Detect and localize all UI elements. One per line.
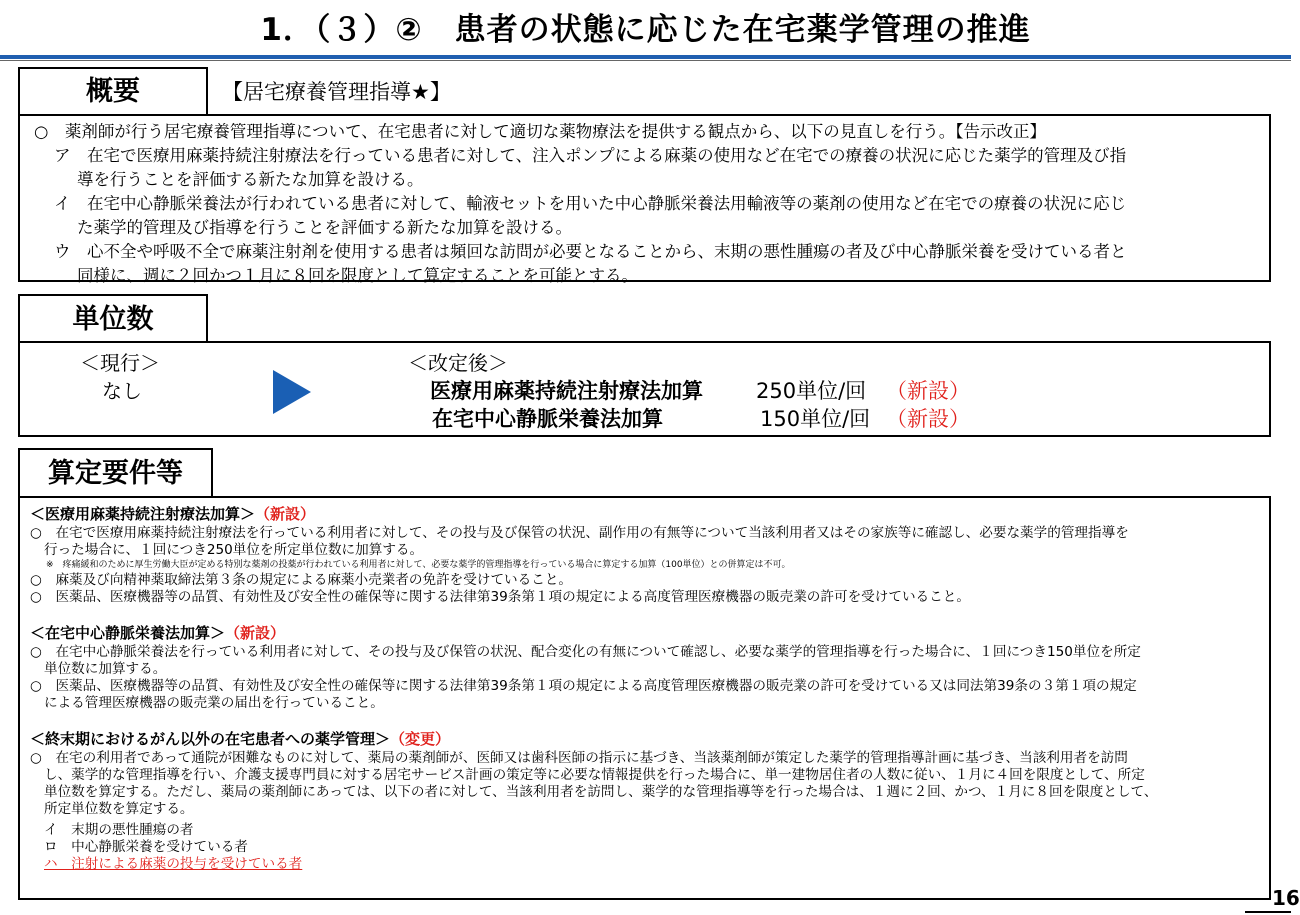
item-points: 150単位/回 <box>760 407 871 431</box>
req-line: し、薬学的な管理指導を行い、介護支援専門員に対する居宅サービス計画の策定等に必要な情報提供を行った場合に、単一建物居住者の人数に従い、１月に４回を限度として、所定 <box>44 767 1145 783</box>
req-line: ○ 在宅中心静脈栄養法を行っている利用者に対して、その投与及び保管の状況、配合変化の有無について確認し、必要な薬学的管理指導を行った場合に、１回につき150単位を所定 <box>30 644 1141 660</box>
req-line: による管理医療機器の販売業の届出を行っていること。 <box>44 695 384 711</box>
req-line: ○ 医薬品、医療機器等の品質、有効性及び安全性の確保等に関する法律第39条第１項の規定による高度管理医療機器の販売業の許可を受けている又は同法第39条の３第１項の規定 <box>30 678 1137 694</box>
section-tag: （変更） <box>390 730 451 748</box>
req-note: ※ 疼痛緩和のために厚生労働大臣が定める特別な薬剤の投薬が行われている利用者に対して、必要な薬学的管理指導を行っている場合に算定する加算（100単位）との併算定は不可。 <box>46 560 791 570</box>
current-label: ＜現行＞ <box>80 351 160 375</box>
section-title: ＜在宅中心静脈栄養法加算＞ <box>30 624 226 642</box>
req-line: ○ 在宅で医療用麻薬持続注射療法を行っている利用者に対して、その投与及び保管の状況、副作用の有無等について当該利用者又はその家族等に確認し、必要な薬学的管理指導を <box>30 525 1129 541</box>
section-heading <box>30 623 1259 644</box>
section-title: ＜医療用麻薬持続注射療法加算＞ <box>30 505 256 523</box>
highlighted-item-link[interactable]: ハ 注射による麻薬の投与を受けている者 <box>44 856 303 872</box>
req-line: ○ 医薬品、医療機器等の品質、有効性及び安全性の確保等に関する法律第39条第１項の規定による高度管理医療機器の販売業の許可を受けていること。 <box>30 589 970 605</box>
overview-line: イ 在宅中心静脈栄養法が行われている患者に対して、輸液セットを用いた中心静脈栄養法用輸液等の薬剤の使用など在宅での療養の状況に応じ <box>54 194 1127 213</box>
item-points: 250単位/回 <box>756 379 867 403</box>
req-line: 所定単位数を算定する。 <box>44 801 194 817</box>
overview-tab: 概要 <box>18 67 208 115</box>
right-arrow-icon <box>273 370 311 414</box>
overview-line: ア 在宅で医療用麻薬持続注射療法を行っている患者に対して、注入ポンプによる麻薬の使用など在宅での療養の状況に応じた薬学的管理及び指 <box>54 146 1127 165</box>
section-heading <box>30 729 1259 750</box>
req-line: ○ 麻薬及び向精神薬取締法第３条の規定による麻薬小売業者の免許を受けていること。 <box>30 572 573 588</box>
overview-line: 導を行うことを評価する新たな加算を設ける。 <box>77 170 424 189</box>
revised-label: ＜改定後＞ <box>408 351 508 375</box>
req-line: 単位数に加算する。 <box>44 661 167 677</box>
req-line: 行った場合に、１回につき250単位を所定単位数に加算する。 <box>44 542 424 558</box>
req-line: ○ 在宅の利用者であって通院が困難なものに対して、薬局の薬剤師が、医師又は歯科医師の指示に基づき、当該薬剤師が策定した薬学的管理指導計画に基づき、当該利用者を訪問 <box>30 750 1128 766</box>
item-name-opioid-infusion: 医療用麻薬持続注射療法加算 <box>430 379 703 403</box>
page-number: 16 <box>1272 886 1300 910</box>
req-line: 単位数を算定する。ただし、薬局の薬剤師にあっては、以下の者に対して、当該利用者を訪問し、薬学的な管理指導等を行った場合は、１週に２回、かつ、１月に８回を限度として、 <box>44 784 1158 800</box>
title-underline-thin <box>0 60 1291 61</box>
overview-line: ○ 薬剤師が行う居宅療養管理指導について、在宅患者に対して適切な薬物療法を提供する観点から、以下の見直しを行う。【告示改正】 <box>34 122 1046 141</box>
title-underline-blue <box>0 55 1291 59</box>
units-box <box>18 341 1271 437</box>
units-tab: 単位数 <box>18 294 208 343</box>
sub-item: ロ 中心静脈栄養を受けている者 <box>44 839 248 855</box>
current-value: なし <box>102 379 142 403</box>
section-tag: （新設） <box>255 505 316 523</box>
section-heading <box>30 504 1259 525</box>
overview-line: ウ 心不全や呼吸不全で麻薬注射剤を使用する患者は頻回な訪問が必要となることから、末期の悪性腫瘍の者及び中心静脈栄養を受けている者と <box>54 242 1127 261</box>
sub-item: イ 末期の悪性腫瘍の者 <box>44 822 194 838</box>
overview-line: た薬学的管理及び指導を行うことを評価する新たな加算を設ける。 <box>77 218 572 237</box>
section-tag: （新設） <box>225 624 286 642</box>
requirements-text <box>30 504 1259 873</box>
bottom-rule <box>1245 911 1291 913</box>
requirements-tab: 算定要件等 <box>18 448 213 498</box>
overview-subject: 【居宅療養管理指導★】 <box>222 80 451 104</box>
requirements-box <box>18 496 1271 900</box>
overview-text <box>34 120 1257 288</box>
new-status: （新設） <box>886 407 970 431</box>
section-title: ＜終末期におけるがん以外の在宅患者への薬学管理＞ <box>30 730 391 748</box>
new-status: （新設） <box>886 379 970 403</box>
page-title: 1．（３）② 患者の状態に応じた在宅薬学管理の推進 <box>260 12 1031 48</box>
overview-box <box>18 114 1271 285</box>
item-name-tpn: 在宅中心静脈栄養法加算 <box>432 407 663 431</box>
overview-line: 同様に、週に２回かつ１月に８回を限度として算定することを可能とする。 <box>77 266 638 285</box>
